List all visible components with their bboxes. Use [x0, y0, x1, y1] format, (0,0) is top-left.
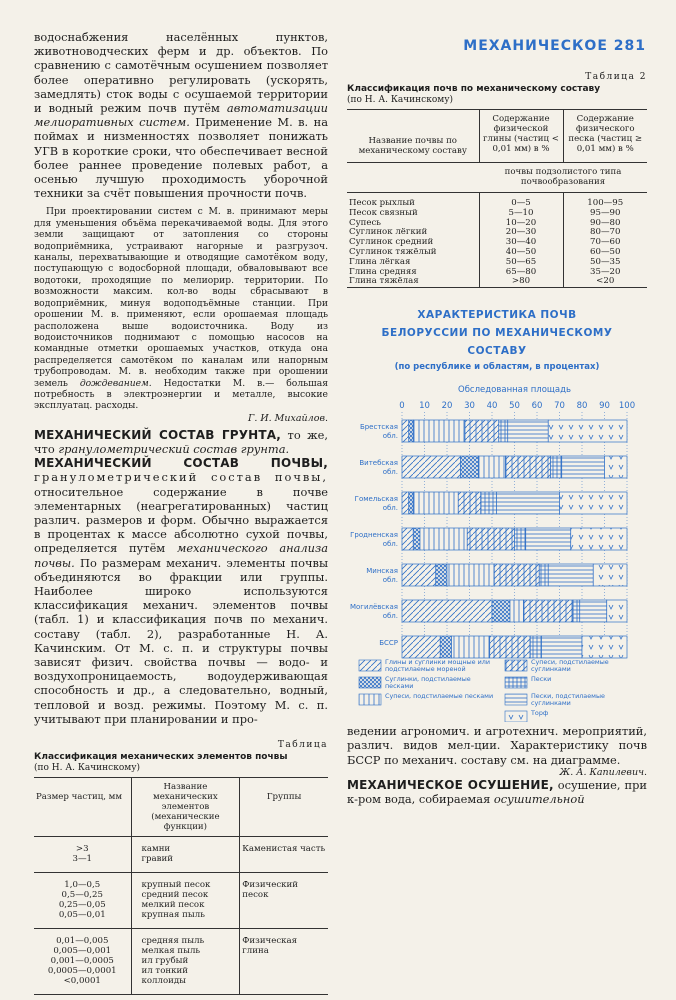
table-cell: Физический песок	[242, 880, 298, 901]
table-row	[347, 277, 647, 287]
table-header: Группы	[266, 792, 302, 803]
author-signature: Ж. А. Капилевич.	[559, 766, 647, 778]
bar-segment	[465, 420, 499, 442]
chart-subtitle: (по республике и областям, в процентах)	[394, 362, 600, 373]
table2-caption: Таблица 2	[585, 72, 647, 82]
bar-segment	[440, 636, 451, 658]
bar-segment	[402, 564, 436, 586]
bar-segment	[402, 492, 409, 514]
table-cell: Суглинок тяжёлый	[349, 246, 437, 257]
bar-segment	[402, 456, 461, 478]
x-tick-label: 0	[399, 401, 405, 412]
bar-segment	[593, 564, 627, 586]
bar-segment	[560, 492, 628, 514]
bar-segment	[479, 456, 506, 478]
bar-segment	[605, 456, 628, 478]
table-cell: 35—20	[590, 266, 621, 277]
bar-segment	[582, 636, 627, 658]
bar-segment	[580, 600, 607, 622]
category-label: Гомельская обл.	[354, 495, 398, 513]
table-cell: 50—65	[479, 258, 563, 268]
table-cell: 95—90	[590, 207, 621, 218]
table1-title: Классификация механических элементов почвы (по Н. А. Качинскому)	[34, 752, 288, 774]
table-cell: 60—50	[590, 246, 621, 257]
table-cell: 0—5	[479, 193, 563, 209]
bar-segment	[409, 420, 414, 442]
category-label: Витебская обл.	[359, 459, 398, 477]
table-cell: средняя пыль мелкая пыль ил грубый ил тонкий коллоиды	[131, 929, 240, 995]
bar-segment	[420, 528, 467, 550]
table-cell: Глина средняя	[349, 266, 417, 277]
bar-segment	[539, 564, 548, 586]
table-cell: 100—95	[587, 198, 624, 208]
table-cell: 70—60	[590, 237, 621, 248]
bar-segment	[607, 600, 627, 622]
table2-title: Классификация почв по механическому составу (по Н. А. Качинскому)	[347, 84, 601, 105]
table-header: Название почвы по механическому составу	[358, 136, 467, 156]
article-title: МЕХАНИЧЕСКОЕ ОСУШЕНИЕ,	[347, 777, 554, 792]
legend-swatch	[505, 711, 527, 722]
category-label: БССР	[379, 639, 398, 648]
legend-label: Пески	[531, 675, 552, 684]
legend-swatch	[359, 677, 381, 688]
table-header: Размер частиц, мм	[36, 792, 123, 803]
bar-segment	[409, 492, 414, 514]
page-header	[346, 38, 646, 54]
bar-segment	[526, 528, 571, 550]
table1-caption: Таблица	[277, 740, 328, 751]
table-cell: 65—80	[479, 268, 563, 278]
table-subheader: почвы подзолистого типа почвообразования	[504, 167, 622, 187]
legend-swatch	[505, 677, 527, 688]
bar-segment	[508, 420, 549, 442]
bar-segment	[551, 456, 562, 478]
bar-segment	[413, 492, 458, 514]
page-number: 281	[613, 38, 646, 54]
x-tick-label: 20	[441, 401, 453, 412]
table-cell: 80—70	[590, 227, 621, 238]
table-cell: Песок рыхлый	[349, 198, 415, 208]
bar-segment	[571, 528, 627, 550]
table-cell: Суглинок лёгкий	[349, 227, 428, 238]
bar-segment	[510, 600, 524, 622]
table-cell: камни гравий	[131, 837, 240, 873]
table-cell: Супесь	[349, 217, 381, 228]
table-row	[34, 837, 328, 873]
table-cell: Каменистая часть	[242, 844, 326, 855]
article-title: МЕХАНИЧЕСКИЙ СОСТАВ ГРУНТА,	[34, 427, 282, 442]
table-cell: 90—80	[590, 217, 621, 228]
x-tick-label: 90	[599, 401, 610, 412]
table-row	[34, 929, 328, 995]
category-label: Минская обл.	[366, 567, 398, 585]
category-label: Гродненская обл.	[350, 531, 398, 549]
bar-segment	[402, 600, 492, 622]
bar-segment	[506, 456, 551, 478]
paragraph-1: водоснабжения населённых пунктов, животноводческих ферм и др. объектов. По сравнению с самотёчным осушением позволяет более оперативно регулировать (ускорять, замедлять) сток воды с осушаемой территории и водный режим почв путём автоматизации мелиоративных систем. Применение М. в. на поймах и низменностях позволяет понижать УГВ в короткие сроки, что обеспечивает весной более раннее проведение полевых работ, а осенью лучшую проходимость уборочной техники за счёт повышения прочности почв.	[34, 30, 329, 201]
table-cell: Глина тяжёлая	[349, 276, 419, 287]
table-cell: 0,01—0,005 0,005—0,001 0,001—0,0005 0,0005—0,0001 <0,0001	[47, 936, 117, 987]
table-row	[347, 193, 647, 209]
bar-segment	[413, 420, 465, 442]
table1	[34, 777, 328, 995]
table2	[347, 109, 647, 288]
article-pochvy: МЕХАНИЧЕСКИЙ СОСТАВ ПОЧВЫ, гранулометрический состав почвы, относительное содержание в почве элементарных (неагрегатированных) частиц различ. размеров и форм. Обычно выражается в процентах к массе абсолютно сухой почвы, определяется путём механического анализа почвы. По размерам механич. элементы почвы объединяются во фракции или группы. Наиболее широко используются классификация механич. элементов почвы (табл. 1) и классификация почв по механич. составу (табл. 2), разработанные Н. А. Качинским. От М. с. п. и структуры почвы зависят физич. свойства почвы — водо- и воздухопроницаемость, водоудерживающая способность и др., а следовательно, водный, тепловой и возд. режимы. Поэтому М. с. п. учитывают при планировании и про-	[34, 456, 329, 726]
bar-segment	[499, 420, 508, 442]
x-tick-label: 50	[509, 401, 520, 412]
legend-swatch	[359, 694, 381, 705]
legend-swatch	[505, 694, 527, 705]
bar-segment	[494, 564, 539, 586]
bar-segment	[467, 528, 514, 550]
table-cell: >3 3—1	[72, 844, 93, 865]
bar-segment	[530, 636, 541, 658]
bar-segment	[492, 600, 510, 622]
table-cell: 50—35	[590, 256, 621, 267]
table-header: Название механических элементов (механические функции)	[131, 778, 240, 837]
right-column	[347, 72, 647, 806]
emphasis-link: автоматизации мелиоративных систем.	[34, 101, 328, 130]
table-cell: 20—30	[479, 228, 563, 238]
bar-segment	[436, 564, 447, 586]
legend-label: Пески, подстилаемые суглинками	[531, 692, 605, 708]
table-cell: >80	[479, 277, 563, 287]
bar-segment	[413, 528, 420, 550]
table-header: Содержание физической глины (частиц < 0,01 мм) в %	[479, 110, 563, 163]
bar-segment	[497, 492, 560, 514]
chart-title: ХАРАКТЕРИСТИКА ПОЧВ БЕЛОРУССИИ ПО МЕХАНИЧЕСКОМУ СОСТАВУ (по республике и областям, в процентах)	[347, 306, 647, 372]
bar-segment	[481, 492, 497, 514]
soil-chart	[347, 372, 647, 722]
legend-swatch	[359, 660, 381, 671]
x-tick-label: 30	[464, 401, 475, 412]
category-label: Могилёвская обл.	[349, 603, 398, 621]
bar-segment	[548, 564, 593, 586]
table-row	[34, 873, 328, 929]
article-osushenie: МЕХАНИЧЕСКОЕ ОСУШЕНИЕ, осушение, при к-ром вода, собираемая осушительной	[347, 777, 647, 806]
bar-segment	[562, 456, 605, 478]
table-cell: Физическая глина	[242, 936, 298, 957]
bar-segment	[402, 420, 409, 442]
table-cell: крупный песок средний песок мелкий песок крупная пыль	[131, 873, 240, 929]
article-title: МЕХАНИЧЕСКИЙ СОСТАВ ПОЧВЫ,	[34, 456, 328, 471]
table-cell: 10—20	[479, 219, 563, 229]
x-axis-label: Обследованная площадь	[458, 385, 571, 396]
bar-segment	[458, 492, 481, 514]
left-column	[34, 30, 328, 995]
bottom-paragraph: ведении агрономич. и агротехнич. мероприятий, различ. видов мел-ции. Характеристику почв БССР по механич. составу см. на диаграмме.	[347, 724, 647, 767]
article-grunt: МЕХАНИЧЕСКИЙ СОСТАВ ГРУНТА, то же, что гранулометрический состав грунта.	[34, 427, 328, 456]
bar-segment	[524, 600, 574, 622]
x-tick-label: 70	[554, 401, 565, 412]
x-tick-label: 40	[486, 401, 498, 412]
bar-segment	[402, 528, 413, 550]
category-label: Брестская обл.	[359, 423, 398, 441]
table-cell: <20	[596, 276, 615, 287]
bar-segment	[402, 636, 440, 658]
table-cell: 1,0—0,5 0,5—0,25 0,25—0,05 0,05—0,01	[58, 880, 106, 921]
header-title: МЕХАНИЧЕСКОЕ	[463, 38, 608, 54]
bar-segment	[542, 636, 583, 658]
x-tick-label: 100	[618, 401, 636, 412]
legend-label: Супеси, подстилаемые суглинками	[531, 658, 609, 674]
table-cell: 40—50	[479, 248, 563, 258]
table-cell: Песок связный	[349, 207, 418, 218]
table-cell: 5—10	[479, 209, 563, 219]
bar-segment	[515, 528, 526, 550]
legend-label: Глины и суглинки мощные или подстилаемые мореной	[385, 658, 491, 674]
author-signature: Г. И. Михайлов.	[248, 412, 328, 424]
paragraph-2: При проектировании систем с М. в. принимают меры для уменьшения объёма перекачиваемой воды. Для этого земли защищают от затопления со стороны водоприёмника, устраивают нагорные и разгрузоч. каналы, перехватывающие и отводящие самотёком воду, поступающую с водосборной площади, обваловывают все водотоки, проходящие по мелиорир. территории. По возможности максим. кол-во воды сбрасывают в водоприёмник, минуя водоподъёмные станции. При орошении М. в. применяют, если орошаемая площадь расположена выше водоисточника. Воду из водоисточников поднимают с помощью насосов на командные отметки орошаемых участков, откуда она распределяется самотёком по каналам или напорным трубопроводам. М. в. необходим также при орошении земель дождеванием. Недостатки М. в.— большая потребность в электроэнергии и металле, высокие эксплуатац. расходы.	[34, 206, 328, 412]
bar-segment	[452, 636, 490, 658]
table-cell: Суглинок средний	[349, 237, 434, 248]
bar-segment	[573, 600, 580, 622]
bar-segment	[461, 456, 479, 478]
bar-segment	[490, 636, 531, 658]
table-cell: Глина лёгкая	[349, 256, 411, 267]
legend-label: Торф	[531, 709, 549, 718]
x-tick-label: 80	[576, 401, 588, 412]
bar-segment	[447, 564, 494, 586]
legend-label: Суглинки, подстилаемые песками	[385, 675, 471, 691]
x-tick-label: 60	[531, 401, 543, 412]
x-tick-label: 10	[419, 401, 430, 412]
table-cell: 30—40	[479, 238, 563, 248]
bar-segment	[548, 420, 627, 442]
table-header: Содержание физического песка (частиц ≥ 0,01 мм) в %	[568, 114, 643, 154]
legend-label: Супеси, подстилаемые песками	[385, 692, 494, 701]
legend-swatch	[505, 660, 527, 671]
